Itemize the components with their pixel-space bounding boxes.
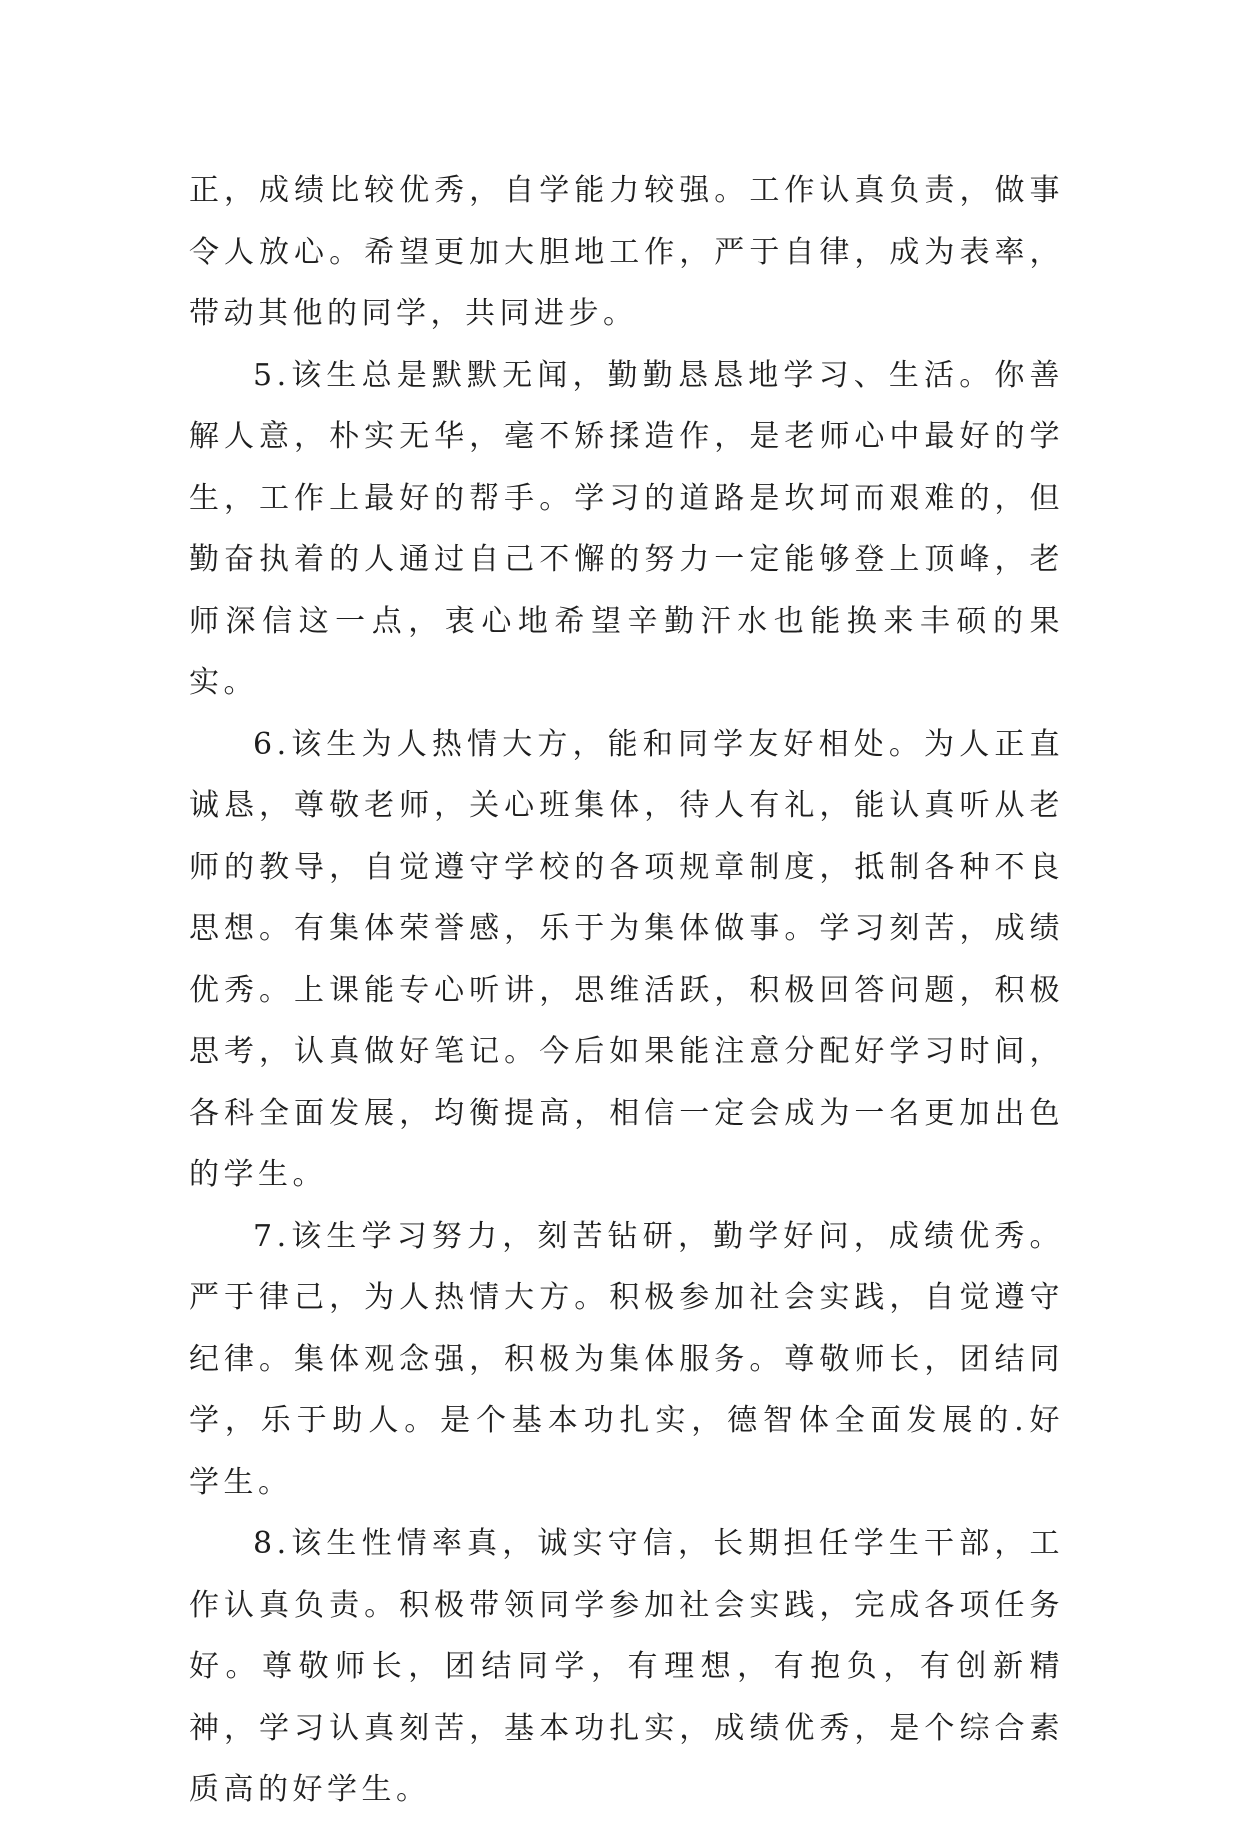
paragraph-item-8: 8.该生性情率真，诚实守信，长期担任学生干部，工作认真负责。积极带领同学参加社会实践，完成各项任务好。尊敬师长，团结同学，有理想，有抱负，有创新精神，学习认真刻苦，基本功扎实，成绩优秀，是个综合素质高的好学生。 (189, 1526, 1064, 1807)
paragraph-item-5: 5.该生总是默默无闻，勤勤恳恳地学习、生活。你善解人意，朴实无华，毫不矫揉造作，是老师心中最好的学生，工作上最好的帮手。学习的道路是坎坷而艰难的，但勤奋执着的人通过自己不懈的努力一定能够登上顶峰，老师深信这一点，衷心地希望辛勤汗水也能换来丰硕的果实。 (189, 357, 1064, 700)
paragraph-item-6: 6.该生为人热情大方，能和同学友好相处。为人正直诚恳，尊敬老师，关心班集体，待人有礼，能认真听从老师的教导，自觉遵守学校的各项规章制度，抵制各种不良思想。有集体荣誉感，乐于为集体做事。学习刻苦，成绩优秀。上课能专心听讲，思维活跃，积极回答问题，积极思考，认真做好笔记。今后如果能注意分配好学习时间，各科全面发展，均衡提高，相信一定会成为一名更加出色的学生。 (189, 726, 1064, 1192)
paragraph-continuation: 正，成绩比较优秀，自学能力较强。工作认真负责，做事令人放心。希望更加大胆地工作，严于自律，成为表率，带动其他的同学，共同进步。 (189, 173, 1064, 331)
document-body (189, 160, 1064, 1821)
paragraph-item-7: 7.该生学习努力，刻苦钻研，勤学好问，成绩优秀。严于律己，为人热情大方。积极参加社会实践，自觉遵守纪律。集体观念强，积极为集体服务。尊敬师长，团结同学，乐于助人。是个基本功扎实，德智体全面发展的.好学生。 (189, 1218, 1064, 1500)
